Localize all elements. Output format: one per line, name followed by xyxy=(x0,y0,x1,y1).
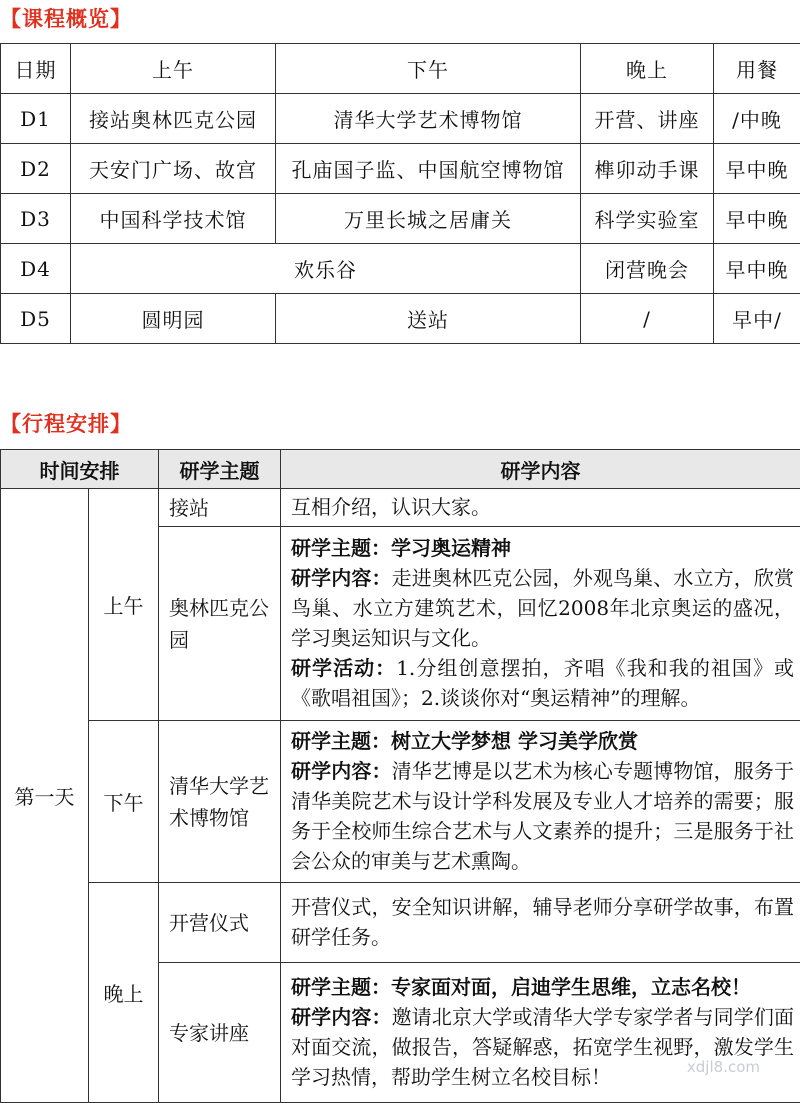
place-cell: 奥林匹克公园 xyxy=(159,527,281,721)
evening-cell: 开营、讲座 xyxy=(581,94,714,144)
header-schedule: 时间安排 xyxy=(1,450,159,489)
meals-cell: 早中晚 xyxy=(714,144,800,194)
content-label: 研学内容： xyxy=(291,1005,392,1029)
table-row xyxy=(1,194,800,244)
table-row xyxy=(1,144,800,194)
content-text: 互相介绍，认识大家。 xyxy=(291,492,794,522)
content-cell xyxy=(281,963,800,1103)
content-text: 邀请北京大学或清华大学专家学者与同学们面对面交流，做报告，答疑解惑，拓宽学生视野，激发学生学习热情，帮助学生树立名校目标！ xyxy=(291,1005,794,1089)
day-label: 第一天 xyxy=(1,489,89,1103)
merged-day-cell: 欢乐谷 xyxy=(71,244,581,294)
header-evening: 晚上 xyxy=(581,44,714,94)
evening-cell: 榫卯动手课 xyxy=(581,144,714,194)
afternoon-cell: 万里长城之居庸关 xyxy=(276,194,581,244)
place-cell: 专家讲座 xyxy=(159,963,281,1103)
theme-label: 研学主题： xyxy=(291,729,391,753)
content-cell xyxy=(281,721,800,883)
content-label: 研学内容： xyxy=(291,566,392,590)
header-date: 日期 xyxy=(1,44,71,94)
table-row xyxy=(1,489,800,527)
day-cell: D4 xyxy=(1,244,71,294)
place-cell: 清华大学艺术博物馆 xyxy=(159,721,281,883)
place-cell: 开营仪式 xyxy=(159,883,281,963)
theme-text: 学习奥运精神 xyxy=(391,536,511,560)
overview-header-row xyxy=(1,44,800,94)
overview-title: 【课程概览】 xyxy=(0,5,132,33)
header-theme: 研学主题 xyxy=(159,450,281,489)
activity-label: 研学活动： xyxy=(291,656,396,680)
morning-cell: 中国科学技术馆 xyxy=(71,194,276,244)
header-meals: 用餐 xyxy=(714,44,800,94)
content-text: 清华艺博是以艺术为核心专题博物馆，服务于清华美院艺术与设计学科发展及专业人才培养的需要；服务于全校师生综合艺术与人文素养的提升；三是服务于社会公众的审美与艺术熏陶。 xyxy=(291,759,794,873)
afternoon-cell: 清华大学艺术博物馆 xyxy=(276,94,581,144)
theme-text: 专家面对面，启迪学生思维，立志名校！ xyxy=(391,975,751,999)
itinerary-table xyxy=(0,449,800,1103)
theme-text: 树立大学梦想 学习美学欣赏 xyxy=(391,729,638,753)
content-cell xyxy=(281,489,800,527)
activity-text: 1.分组创意摆拍，齐唱《我和我的祖国》或《歌唱祖国》；2.谈谈你对“奥运精神”的理解。 xyxy=(291,656,794,710)
morning-cell: 接站奥林匹克公园 xyxy=(71,94,276,144)
itinerary-header-row xyxy=(1,450,800,489)
period-morning: 上午 xyxy=(89,489,159,721)
table-row xyxy=(1,721,800,883)
content-label: 研学内容： xyxy=(291,759,392,783)
day-cell: D1 xyxy=(1,94,71,144)
table-row xyxy=(1,244,800,294)
period-evening: 晚上 xyxy=(89,883,159,1103)
day-cell: D2 xyxy=(1,144,71,194)
content-text: 走进奥林匹克公园，外观鸟巢、水立方，欣赏鸟巢、水立方建筑艺术，回忆2008年北京奥运的盛况，学习奥运知识与文化。 xyxy=(291,566,794,650)
meals-cell: /中晚 xyxy=(714,94,800,144)
itinerary-title: 【行程安排】 xyxy=(0,410,132,438)
meals-cell: 早中晚 xyxy=(714,244,800,294)
meals-cell: 早中晚 xyxy=(714,194,800,244)
table-row xyxy=(1,294,800,344)
header-content: 研学内容 xyxy=(281,450,800,489)
header-morning: 上午 xyxy=(71,44,276,94)
overview-table xyxy=(0,43,800,344)
morning-cell: 圆明园 xyxy=(71,294,276,344)
watermark: xdjl8.com xyxy=(687,1058,760,1076)
content-text: 开营仪式，安全知识讲解，辅导老师分享研学故事，布置研学任务。 xyxy=(291,892,794,952)
day-cell: D5 xyxy=(1,294,71,344)
theme-label: 研学主题： xyxy=(291,975,391,999)
theme-label: 研学主题： xyxy=(291,536,391,560)
table-row xyxy=(1,94,800,144)
evening-cell: 闭营晚会 xyxy=(581,244,714,294)
place-cell: 接站 xyxy=(159,489,281,527)
content-cell xyxy=(281,883,800,963)
afternoon-cell: 孔庙国子监、中国航空博物馆 xyxy=(276,144,581,194)
morning-cell: 天安门广场、故宫 xyxy=(71,144,276,194)
meals-cell: 早中/ xyxy=(714,294,800,344)
table-row xyxy=(1,883,800,963)
evening-cell: / xyxy=(581,294,714,344)
header-afternoon: 下午 xyxy=(276,44,581,94)
day-cell: D3 xyxy=(1,194,71,244)
afternoon-cell: 送站 xyxy=(276,294,581,344)
content-cell xyxy=(281,527,800,721)
evening-cell: 科学实验室 xyxy=(581,194,714,244)
period-afternoon: 下午 xyxy=(89,721,159,883)
